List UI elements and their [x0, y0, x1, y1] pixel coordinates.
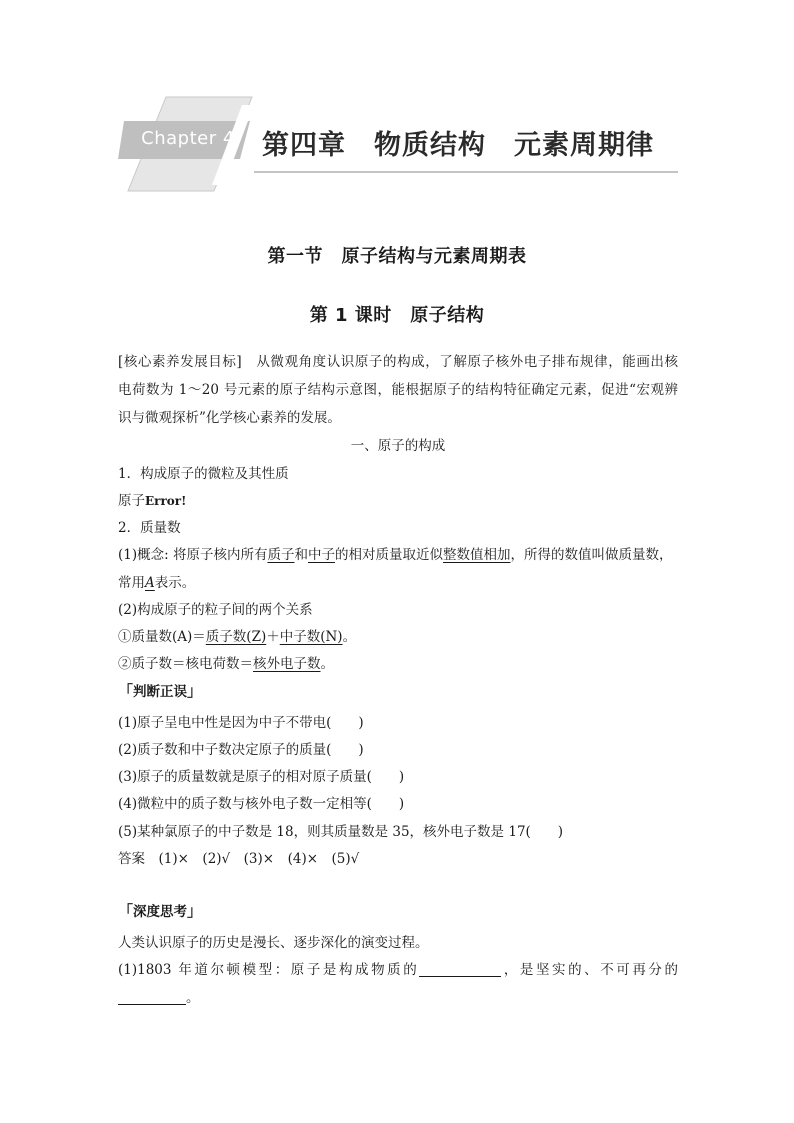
concept-text-a: (1)概念: 将原子核内所有 — [118, 547, 268, 563]
concept-text-g: ，所得的数值叫做质量数， — [510, 547, 673, 563]
think-p1-text-b: ，是坚实的、不可再分的 — [501, 962, 678, 978]
judge-tag-bracket-open: 「 — [118, 682, 134, 700]
think-tag-label: 深度思考 — [133, 904, 188, 920]
judge-q5: (5)某种氯原子的中子数是 18，则其质量数是 35，核外电子数是 17( ) — [118, 824, 564, 840]
concept-text-c: 和 — [294, 547, 308, 563]
item1-body-atom: 原子 — [118, 493, 145, 509]
relation-2-end: 。 — [320, 656, 334, 672]
think-tag-bracket-close: 」 — [187, 902, 203, 920]
concept-line-2 — [118, 571, 678, 591]
concept-text-j: 表示。 — [154, 575, 196, 591]
concept-proton: 质子 — [267, 547, 295, 563]
think-tag-bracket-open: 「 — [118, 902, 134, 920]
relation-2 — [118, 652, 678, 672]
objectives-line-1: [核心素养发展目标] 从微观角度认识原子的构成，了解原子核外电子排布规律，能画出核 — [118, 354, 678, 370]
relation-2-electron-number: 核外电子数 — [253, 656, 321, 672]
concept-neutron: 中子 — [307, 547, 335, 563]
item1-body-error: Error! — [145, 494, 187, 508]
judge-q2: (2)质子数和中子数决定原子的质量( ) — [118, 742, 364, 758]
concept-text-h: 常用 — [118, 575, 145, 591]
relation-1 — [118, 625, 678, 645]
relation-2-text-a: ②质子数＝核电荷数＝ — [118, 656, 253, 672]
think-p1-text-a: (1)1803 年道尔顿模型：原子是构成物质的 — [118, 962, 420, 978]
think-p1-line-1 — [118, 958, 678, 978]
relation-1-plus: ＋ — [266, 629, 280, 645]
concept-symbol-a: A — [145, 575, 155, 591]
chapter-title: 第四章 物质结构 元素周期律 — [262, 130, 654, 161]
part1-item2: 2．质量数 — [118, 520, 181, 536]
lesson-title: 第 1 课时 原子结构 — [309, 305, 485, 326]
concept-line-1 — [118, 543, 678, 563]
part1-heading: 一、原子的构成 — [350, 438, 446, 454]
judge-q4: (4)微粒中的质子数与核外电子数一定相等( ) — [118, 796, 405, 812]
objectives-line-3: 识与微观探析”化学核心素养的发展。 — [118, 410, 341, 426]
relation-1-proton-number: 质子数(Z) — [205, 629, 267, 645]
part1-item1-body — [118, 489, 678, 509]
relations-title: (2)构成原子的粒子间的两个关系 — [118, 602, 313, 618]
relation-1-neutron-number: 中子数(N) — [279, 629, 343, 645]
judge-q1: (1)原子呈电中性是因为中子不带电( ) — [118, 715, 364, 731]
objectives-line-2: 电荷数为 1～20 号元素的原子结构示意图，能根据原子的结构特征确定元素，促进“宏观辨 — [118, 382, 678, 398]
think-tag — [118, 900, 202, 921]
judge-tag-bracket-close: 」 — [187, 682, 203, 700]
judge-tag — [118, 680, 202, 701]
concept-integer-sum: 整数值相加 — [442, 547, 511, 563]
answer-blank-1 — [419, 961, 501, 977]
judge-tag-label: 判断正误 — [133, 684, 188, 700]
judge-q3: (3)原子的质量数就是原子的相对原子质量( ) — [118, 769, 405, 785]
relation-1-end: 。 — [342, 629, 357, 645]
answer-blank-2 — [118, 989, 186, 1005]
think-p1-text-c: 。 — [186, 990, 200, 1006]
chapter-banner — [118, 95, 678, 195]
part1-item1: 1．构成原子的微粒及其性质 — [118, 466, 289, 482]
judge-answer: 答案 (1)× (2)√ (3)× (4)× (5)√ — [118, 851, 360, 867]
think-p1-line-2 — [118, 986, 678, 1006]
relation-1-text-a: ①质量数(A)＝ — [118, 629, 206, 645]
think-intro: 人类认识原子的历史是漫长、逐步深化的演变过程。 — [118, 935, 429, 951]
section-title: 第一节 原子结构与元素周期表 — [267, 246, 527, 267]
concept-text-e: 的相对质量取近似 — [334, 547, 443, 563]
chapter-label: Chapter 4 — [141, 128, 235, 149]
